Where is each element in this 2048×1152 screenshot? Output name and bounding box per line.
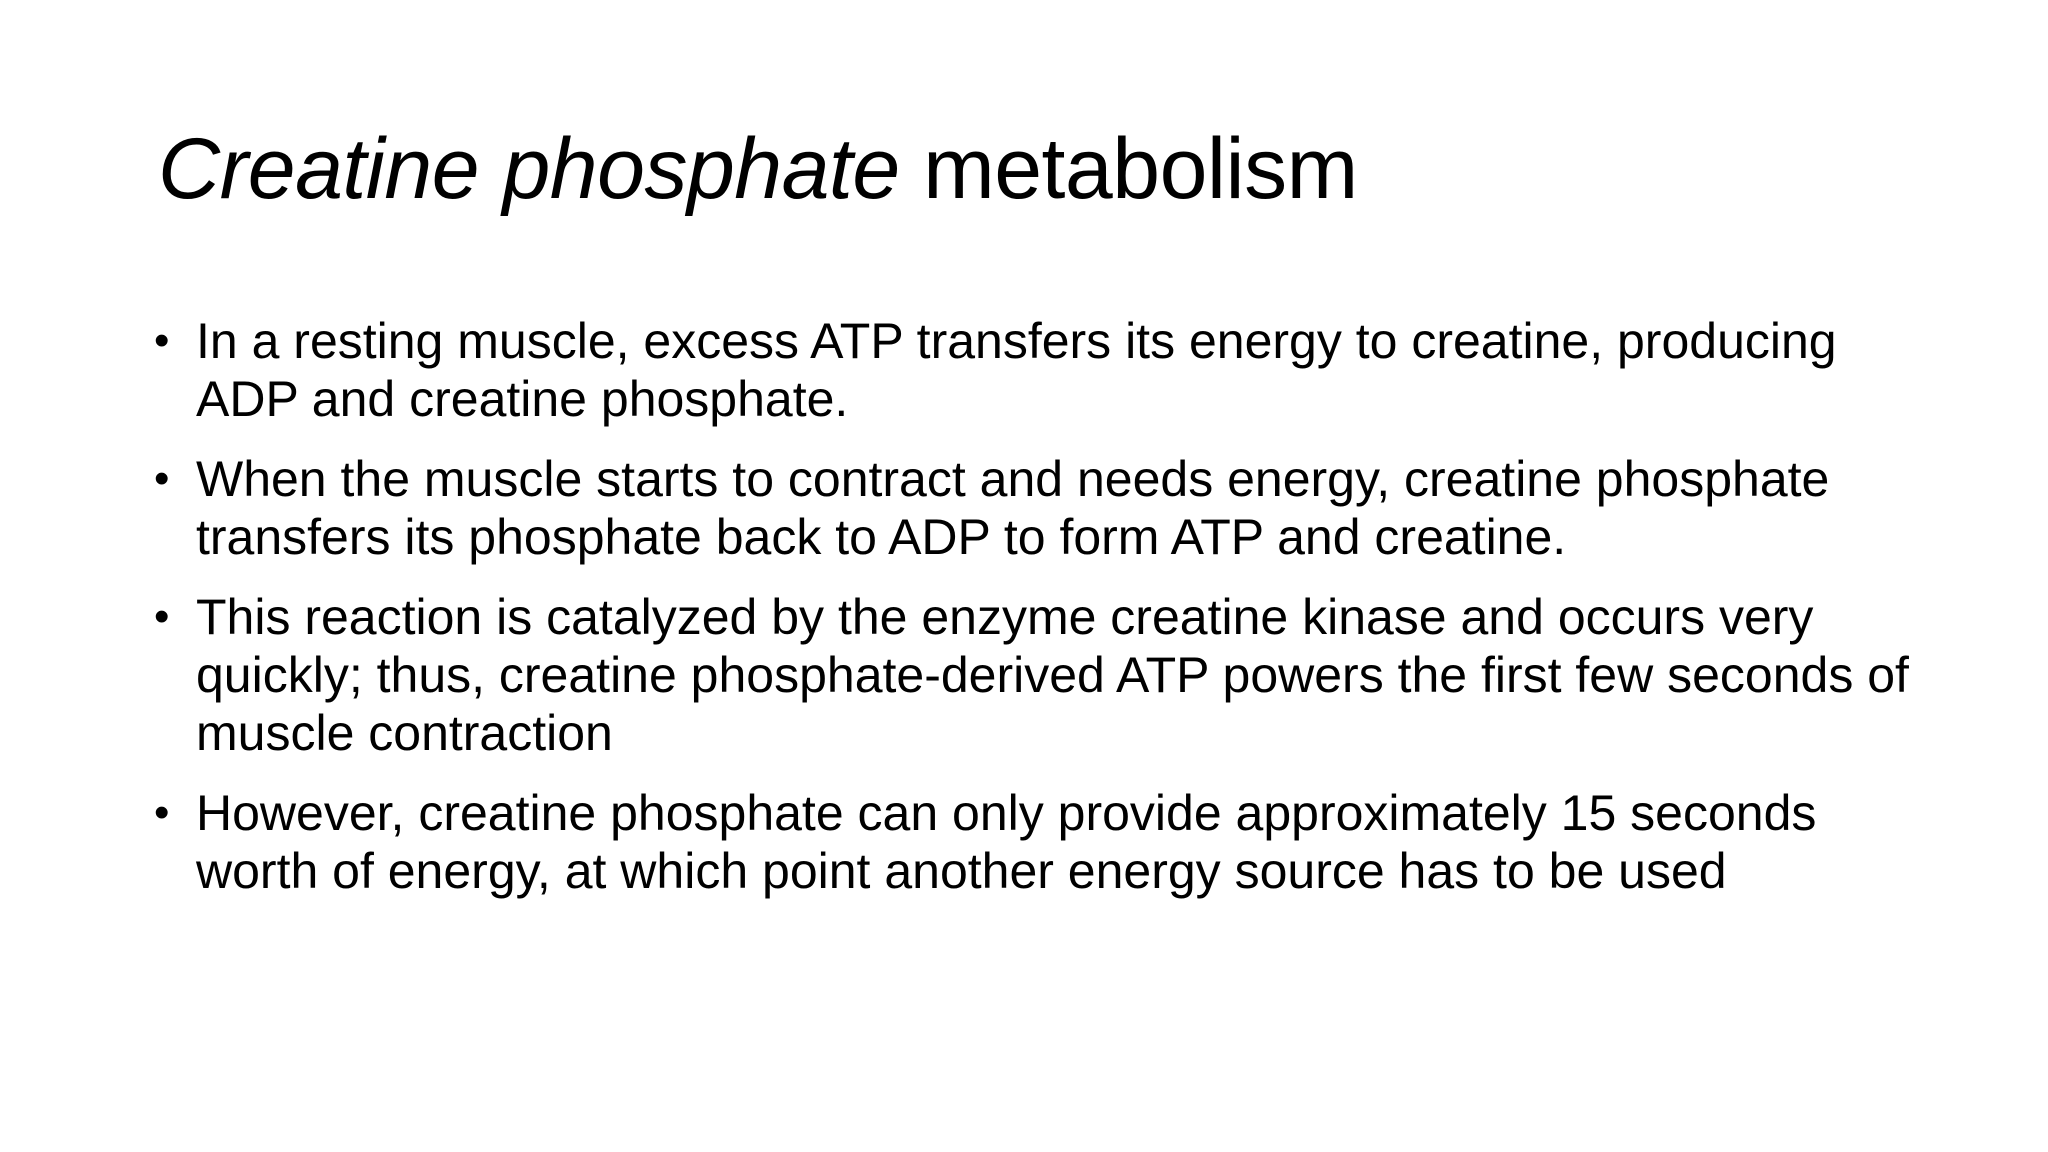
bullet-text: In a resting muscle, excess ATP transfers its energy to creatine, producing ADP and creatine phosphate. xyxy=(196,313,1837,427)
bullet-dot-icon: • xyxy=(154,592,170,641)
bullet-item xyxy=(150,588,1910,762)
bullet-item xyxy=(150,312,1910,428)
bullet-dot-icon: • xyxy=(154,788,170,837)
bullet-text: This reaction is catalyzed by the enzyme creatine kinase and occurs very quickly; thus, creatine phosphate-derived ATP powers the first few seconds of muscle contraction xyxy=(196,589,1909,761)
bullet-list xyxy=(150,312,1910,922)
slide-title xyxy=(158,118,1358,221)
bullet-item xyxy=(150,450,1910,566)
bullet-text: However, creatine phosphate can only provide approximately 15 seconds worth of energy, at which point another energy source has to be used xyxy=(196,785,1817,899)
bullet-dot-icon: • xyxy=(154,316,170,365)
bullet-text: When the muscle starts to contract and needs energy, creatine phosphate transfers its phosphate back to ADP to form ATP and creatine. xyxy=(196,451,1830,565)
bullet-item xyxy=(150,784,1910,900)
title-regular-part: metabolism xyxy=(923,121,1358,217)
title-italic-part: Creatine phosphate xyxy=(158,121,900,217)
bullet-dot-icon: • xyxy=(154,454,170,503)
